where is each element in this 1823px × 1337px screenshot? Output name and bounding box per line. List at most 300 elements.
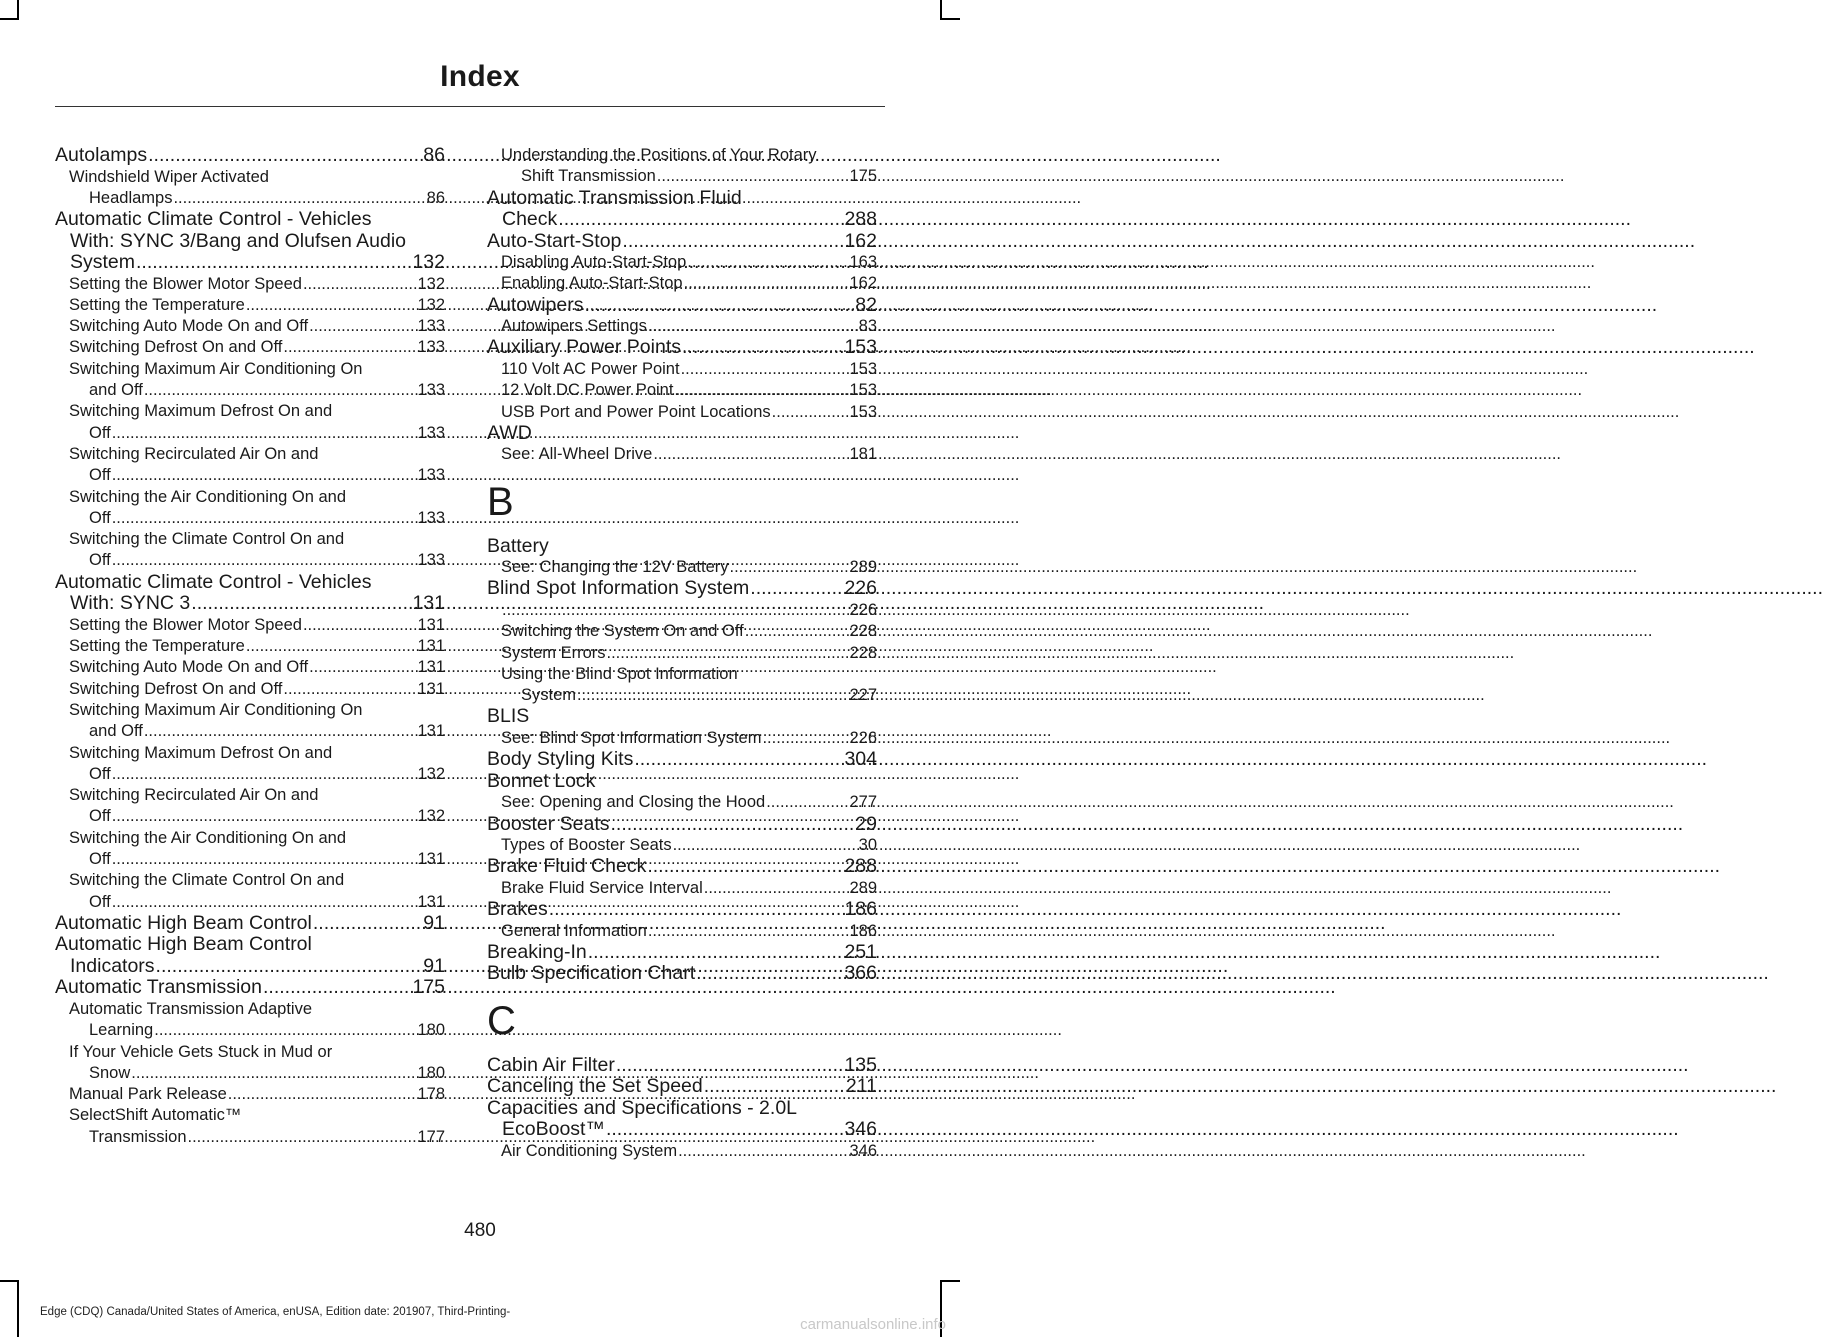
index-subentry xyxy=(487,252,877,273)
entry-text: General Information xyxy=(501,921,647,940)
leader-dots xyxy=(188,1127,417,1148)
leader-dots xyxy=(502,600,848,621)
index-subentry xyxy=(487,359,877,380)
entry-text: Switching Defrost On and Off xyxy=(69,679,283,698)
leader-dots xyxy=(750,578,843,600)
entry-text: Understanding the Positions of Your Rotary xyxy=(501,146,817,164)
entry-row xyxy=(487,942,877,964)
index-entry xyxy=(487,1076,877,1098)
leader-dots xyxy=(112,892,417,913)
entry-text: Brake Fluid Service Interval xyxy=(501,878,703,897)
entry-row xyxy=(501,402,877,423)
index-subentry xyxy=(55,274,445,295)
leader-dots xyxy=(610,814,854,836)
entry-text: Off xyxy=(89,551,111,570)
index-entry xyxy=(487,899,877,921)
page-ref: 304 xyxy=(844,748,877,771)
leader-dots xyxy=(606,1119,843,1141)
entry-text: Off xyxy=(89,764,111,783)
leader-dots xyxy=(309,316,416,337)
crop-mark xyxy=(940,18,960,20)
index-subentry xyxy=(487,316,877,337)
index-subentry xyxy=(55,1042,445,1085)
entry-text: Brake Fluid Check xyxy=(487,855,647,878)
entry-text: Autowipers xyxy=(487,293,584,316)
page-ref: 131 xyxy=(417,850,445,869)
index-subentry xyxy=(55,743,445,786)
entry-text: Canceling the Set Speed xyxy=(487,1075,703,1098)
page-ref: 153 xyxy=(849,359,877,378)
leader-dots xyxy=(112,465,417,486)
entry-text: Brakes xyxy=(487,898,548,921)
index-entry xyxy=(487,771,877,793)
entry-row xyxy=(501,166,877,187)
entry-row xyxy=(69,316,445,337)
section-letter: C xyxy=(487,998,516,1043)
page-ref: 86 xyxy=(426,188,445,207)
entry-text: Breaking-In xyxy=(487,940,587,963)
crop-mark xyxy=(0,1280,19,1282)
index-subentry xyxy=(55,828,445,871)
page-ref: 251 xyxy=(844,940,877,963)
entry-text: With: SYNC 3/Bang and Olufsen Audio xyxy=(70,229,407,252)
page-ref: 131 xyxy=(417,658,445,677)
leader-dots xyxy=(112,550,417,571)
leader-dots xyxy=(112,849,417,870)
entry-row xyxy=(501,643,877,664)
entry-row xyxy=(69,380,445,401)
entry-text: Switching Maximum Air Conditioning On xyxy=(69,700,363,719)
index-subentry xyxy=(55,1084,445,1105)
entry-row xyxy=(69,1063,445,1084)
entry-text: USB Port and Power Point Locations xyxy=(501,402,771,421)
entry-text: Manual Park Release xyxy=(69,1085,227,1104)
leader-dots xyxy=(681,359,849,380)
index-subentry xyxy=(55,167,445,210)
leader-dots xyxy=(148,145,422,167)
page-ref: 177 xyxy=(417,1127,445,1146)
leader-dots xyxy=(687,252,848,273)
leader-dots xyxy=(634,749,843,771)
index-subentry xyxy=(55,295,445,316)
page-ref: 228 xyxy=(849,643,877,662)
entry-row xyxy=(55,252,445,274)
entry-row xyxy=(487,1119,877,1141)
entry-row xyxy=(487,856,877,878)
index-entry xyxy=(487,423,877,445)
leader-dots xyxy=(263,977,411,999)
leader-dots xyxy=(682,337,843,359)
page-ref: 288 xyxy=(844,855,877,878)
entry-text: Transmission xyxy=(89,1127,187,1146)
entry-row xyxy=(487,209,877,231)
index-subentry xyxy=(487,835,877,856)
page-ref: 131 xyxy=(417,615,445,634)
leader-dots xyxy=(191,593,411,615)
watermark: carmanualsonline.info xyxy=(800,1316,946,1333)
index-entry xyxy=(487,749,877,771)
index-column-right xyxy=(487,145,877,1162)
index-subentry xyxy=(487,380,877,401)
entry-row xyxy=(487,231,877,253)
entry-text: Automatic Transmission Adaptive xyxy=(69,999,313,1018)
entry-text: See: All-Wheel Drive xyxy=(501,445,653,464)
leader-dots xyxy=(577,685,848,706)
page-ref: 133 xyxy=(417,338,445,357)
index-entry xyxy=(55,572,445,615)
crop-mark xyxy=(17,1280,19,1337)
entry-text: Headlamps xyxy=(89,188,173,207)
entry-text: Body Styling Kits xyxy=(487,748,634,771)
index-subentry xyxy=(487,621,877,642)
page-ref: 132 xyxy=(417,807,445,826)
index-subentry xyxy=(55,1105,445,1148)
entry-row xyxy=(487,1076,877,1098)
entry-row xyxy=(501,835,877,856)
leader-dots xyxy=(558,209,843,231)
entry-text: Off xyxy=(89,807,111,826)
entry-row xyxy=(501,380,877,401)
entry-row xyxy=(69,806,445,827)
entry-text: Automatic Transmission Fluid xyxy=(487,186,742,209)
index-subentry xyxy=(55,615,445,636)
entry-text: See: Changing the 12V Battery xyxy=(501,558,729,577)
entry-row xyxy=(487,578,877,600)
index-entry xyxy=(55,934,445,977)
page-ref: 133 xyxy=(417,381,445,400)
entry-text: Indicators xyxy=(70,954,155,977)
index-subentry xyxy=(487,792,877,813)
entry-text: Switching the Climate Control On and xyxy=(69,530,345,549)
leader-dots xyxy=(684,273,849,294)
entry-text: System Errors xyxy=(501,643,606,662)
entry-row xyxy=(55,913,445,935)
entry-text: BLIS xyxy=(487,705,530,728)
entry-row xyxy=(501,792,877,813)
page-ref: 162 xyxy=(844,229,877,252)
leader-dots xyxy=(762,728,848,749)
entry-text: Switching Recirculated Air On and xyxy=(69,786,319,805)
entry-row xyxy=(487,963,877,985)
entry-text: and Off xyxy=(89,722,143,741)
page-ref: 133 xyxy=(417,508,445,527)
index-subentry xyxy=(487,145,877,188)
crop-mark xyxy=(940,1280,960,1282)
index-entry xyxy=(55,977,445,999)
page-ref: 180 xyxy=(417,1021,445,1040)
index-subentry xyxy=(55,401,445,444)
entry-row xyxy=(69,657,445,678)
leader-dots xyxy=(228,1084,417,1105)
entry-text: Switching Auto Mode On and Off xyxy=(69,317,309,336)
entry-row xyxy=(69,188,445,209)
entry-text: System xyxy=(521,686,577,705)
page-ref: 82 xyxy=(855,293,877,316)
entry-text: Types of Booster Seats xyxy=(501,836,672,855)
index-entry xyxy=(487,188,877,231)
entry-text: See: Blind Spot Information System xyxy=(501,728,762,747)
leader-dots xyxy=(112,764,417,785)
index-entry xyxy=(55,145,445,167)
leader-dots xyxy=(112,806,417,827)
leader-dots xyxy=(647,856,843,878)
entry-row xyxy=(69,274,445,295)
page-ref: 86 xyxy=(423,144,445,166)
entry-text: Switching Maximum Defrost On and xyxy=(69,402,333,421)
page-ref: 226 xyxy=(844,577,877,600)
entry-text: AWD xyxy=(487,421,532,444)
entry-row xyxy=(69,1020,445,1041)
page-ref: 91 xyxy=(423,954,445,977)
index-subentry xyxy=(55,359,445,402)
page-ref: 131 xyxy=(417,637,445,656)
entry-row xyxy=(55,145,445,167)
index-entry xyxy=(487,1098,877,1141)
index-column-left xyxy=(55,145,445,1148)
index-subentry xyxy=(55,785,445,828)
entry-text: Windshield Wiper Activated xyxy=(69,167,269,186)
entry-text: Disabling Auto-Start-Stop xyxy=(501,253,687,272)
entry-text: Bonnet Lock xyxy=(487,769,596,792)
index-subentry xyxy=(487,273,877,294)
entry-text: Switching Defrost On and Off xyxy=(69,338,283,357)
index-subentry xyxy=(55,316,445,337)
page-title: Index xyxy=(440,60,520,93)
index-entry xyxy=(487,337,877,359)
entry-row xyxy=(501,273,877,294)
entry-text: Check xyxy=(502,208,558,231)
page-ref: 133 xyxy=(417,423,445,442)
entry-row xyxy=(69,721,445,742)
entry-text: Using the Blind Spot Information xyxy=(501,664,738,683)
page-ref: 226 xyxy=(849,728,877,747)
entry-row xyxy=(487,295,877,317)
page-ref: 131 xyxy=(417,892,445,911)
entry-text: Off xyxy=(89,508,111,527)
index-subentry xyxy=(487,1141,877,1162)
entry-text: Off xyxy=(89,466,111,485)
page-ref: 288 xyxy=(844,208,877,231)
entry-text: Cabin Air Filter xyxy=(487,1053,615,1076)
page-ref: 181 xyxy=(849,445,877,464)
entry-text: Switching Maximum Air Conditioning On xyxy=(69,359,363,378)
page-ref: 133 xyxy=(417,551,445,570)
page-ref: 226 xyxy=(849,600,877,619)
leader-dots xyxy=(696,963,843,985)
entry-text: Switching the System On and Off xyxy=(501,622,744,641)
entry-row xyxy=(69,337,445,358)
entry-text: and Off xyxy=(89,381,143,400)
entry-row xyxy=(69,550,445,571)
index-entry xyxy=(487,856,877,878)
page-ref: 186 xyxy=(849,921,877,940)
entry-row xyxy=(487,814,877,836)
entry-row xyxy=(501,621,877,642)
page-ref: 289 xyxy=(849,558,877,577)
entry-text: Switching the Air Conditioning On and xyxy=(69,487,347,506)
entry-row xyxy=(69,849,445,870)
index-entry xyxy=(487,231,877,253)
index-subentry xyxy=(487,728,877,749)
page-number: 480 xyxy=(464,1220,496,1241)
page-ref: 91 xyxy=(423,911,445,934)
entry-text: Switching Auto Mode On and Off xyxy=(69,658,309,677)
leader-dots xyxy=(246,636,417,657)
page-ref: 131 xyxy=(417,679,445,698)
leader-dots xyxy=(673,835,858,856)
entry-row xyxy=(501,316,877,337)
index-subentry xyxy=(55,679,445,700)
entry-row xyxy=(501,252,877,273)
section-letter: B xyxy=(487,479,514,524)
entry-text: Capacities and Specifications - 2.0L xyxy=(487,1096,798,1119)
leader-dots xyxy=(704,878,849,899)
leader-dots xyxy=(704,1076,845,1098)
leader-dots xyxy=(283,679,416,700)
entry-text: SelectShift Automatic™ xyxy=(69,1106,242,1125)
entry-row xyxy=(55,956,445,978)
entry-text: Automatic Climate Control - Vehicles xyxy=(55,208,372,231)
leader-dots xyxy=(772,402,849,423)
entry-row xyxy=(69,615,445,636)
leader-dots xyxy=(622,231,843,253)
entry-text: Air Conditioning System xyxy=(501,1141,678,1160)
page-ref: 132 xyxy=(417,764,445,783)
entry-text: Automatic High Beam Control xyxy=(55,933,312,956)
leader-dots xyxy=(173,188,425,209)
index-subentry xyxy=(487,878,877,899)
index-subentry xyxy=(487,921,877,942)
crop-mark xyxy=(0,18,19,20)
page-ref: 131 xyxy=(412,592,445,615)
page-ref: 132 xyxy=(417,295,445,314)
page-ref: 186 xyxy=(844,898,877,921)
entry-row xyxy=(501,359,877,380)
entry-row xyxy=(69,508,445,529)
index-subentry xyxy=(55,636,445,657)
page-ref: 346 xyxy=(849,1141,877,1160)
page-ref: 153 xyxy=(844,336,877,359)
entry-text: Bulb Specification Chart xyxy=(487,962,696,985)
header-rule xyxy=(55,106,885,107)
page-ref: 277 xyxy=(849,793,877,812)
leader-dots xyxy=(653,444,848,465)
page-ref: 131 xyxy=(417,722,445,741)
entry-row xyxy=(501,921,877,942)
index-entry xyxy=(55,209,445,274)
page-ref: 366 xyxy=(844,962,877,985)
entry-row xyxy=(501,600,877,621)
leader-dots xyxy=(131,1063,416,1084)
entry-row xyxy=(69,679,445,700)
page-ref: 289 xyxy=(849,878,877,897)
entry-row xyxy=(55,593,445,615)
leader-dots xyxy=(112,508,417,529)
page-ref: 178 xyxy=(417,1085,445,1104)
entry-text: System xyxy=(70,251,136,274)
entry-row xyxy=(487,1055,877,1077)
entry-text: Snow xyxy=(89,1063,131,1082)
page-ref: 175 xyxy=(412,976,445,999)
entry-text: Automatic Transmission xyxy=(55,976,262,999)
page-ref: 211 xyxy=(845,1075,877,1098)
index-subentry xyxy=(55,999,445,1042)
entry-text: Setting the Temperature xyxy=(69,295,245,314)
leader-dots xyxy=(730,557,849,578)
leader-dots xyxy=(616,1055,844,1077)
index-subentry xyxy=(55,444,445,487)
leader-dots xyxy=(648,316,858,337)
index-subentry xyxy=(55,337,445,358)
leader-dots xyxy=(309,657,416,678)
entry-row xyxy=(501,685,877,706)
entry-text: Auxiliary Power Points xyxy=(487,336,681,359)
entry-text: EcoBoost™ xyxy=(502,1118,605,1141)
page-ref: 162 xyxy=(849,274,877,293)
entry-text: Setting the Temperature xyxy=(69,637,245,656)
entry-row xyxy=(69,764,445,785)
leader-dots xyxy=(246,295,417,316)
edition-footer: Edge (CDQ) Canada/United States of America, enUSA, Edition date: 201907, Third-Printing- xyxy=(40,1306,511,1318)
entry-row xyxy=(55,977,445,999)
index-entry xyxy=(487,578,877,600)
entry-row xyxy=(501,878,877,899)
entry-text: Shift Transmission xyxy=(521,167,656,186)
entry-text: Off xyxy=(89,850,111,869)
entry-text: See: Opening and Closing the Hood xyxy=(501,793,766,812)
index-subentry xyxy=(487,600,877,621)
page-ref: 30 xyxy=(858,836,877,855)
page-ref: 228 xyxy=(849,622,877,641)
entry-text: Blind Spot Information System xyxy=(487,577,750,600)
entry-text: Learning xyxy=(89,1021,154,1040)
entry-text: Enabling Auto-Start-Stop xyxy=(501,274,683,293)
index-entry xyxy=(487,295,877,317)
entry-row xyxy=(487,337,877,359)
index-entry xyxy=(487,814,877,836)
entry-row xyxy=(69,636,445,657)
index-subentry xyxy=(55,700,445,743)
page-ref: 346 xyxy=(844,1118,877,1141)
leader-dots xyxy=(588,942,844,964)
leader-dots xyxy=(154,1020,416,1041)
page-ref: 133 xyxy=(417,466,445,485)
index-entry xyxy=(487,963,877,985)
page-ref: 180 xyxy=(417,1063,445,1082)
entry-row xyxy=(69,295,445,316)
leader-dots xyxy=(607,643,849,664)
entry-text: Switching Maximum Defrost On and xyxy=(69,743,333,762)
crop-mark xyxy=(940,0,942,20)
index-subentry xyxy=(55,529,445,572)
leader-dots xyxy=(678,1141,848,1162)
page-ref: 133 xyxy=(417,317,445,336)
entry-row xyxy=(501,1141,877,1162)
leader-dots xyxy=(549,899,844,921)
entry-text: Battery xyxy=(487,534,549,557)
entry-text: Switching the Climate Control On and xyxy=(69,871,345,890)
leader-dots xyxy=(136,252,411,274)
crop-mark xyxy=(17,0,19,20)
entry-row xyxy=(501,444,877,465)
entry-text: Switching Recirculated Air On and xyxy=(69,444,319,463)
index-entry xyxy=(487,706,877,728)
leader-dots xyxy=(303,615,417,636)
entry-row xyxy=(69,465,445,486)
entry-row xyxy=(69,892,445,913)
entry-text: Off xyxy=(89,892,111,911)
page-ref: 163 xyxy=(849,253,877,272)
